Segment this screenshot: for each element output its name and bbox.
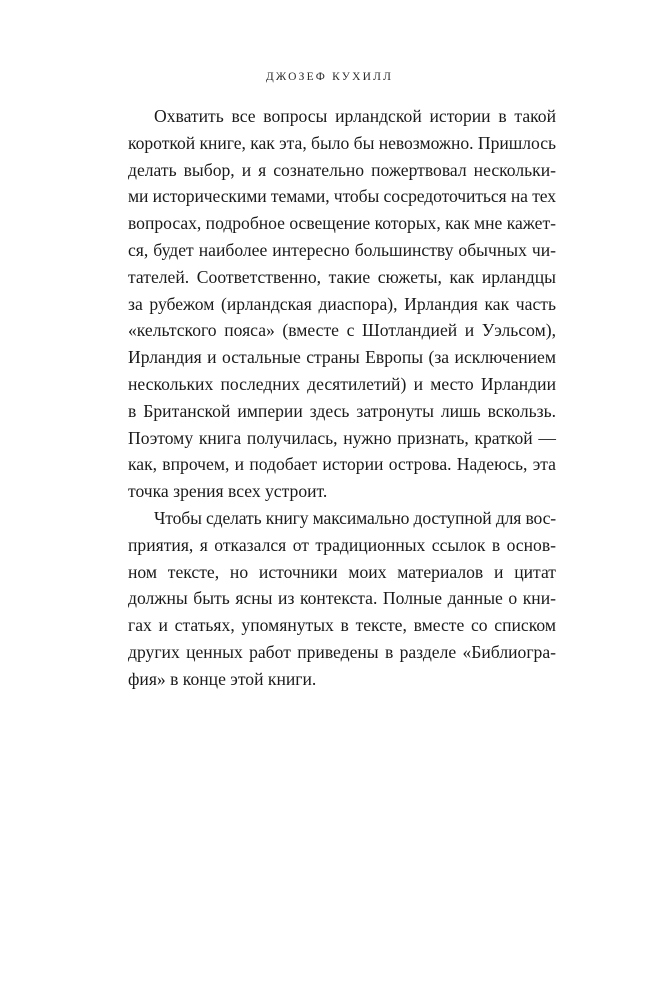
paragraph-1	[102, 103, 556, 505]
text-line: как, впрочем, и подобает истории острова. Надеюсь, эта	[128, 454, 556, 475]
text-line: ном тексте, но источники моих материалов и цитат	[128, 561, 556, 582]
text-line: должны быть ясны из контекста. Полные данные о кни-	[128, 588, 556, 609]
text-line: ми историческими темами, чтобы сосредоточиться на тех	[128, 186, 556, 207]
text-line: Ирландия и остальные страны Европы (за исключением	[128, 347, 556, 368]
text-line: Охватить все вопросы ирландской истории в такой	[154, 106, 556, 126]
text-line: Чтобы сделать книгу максимально доступной для вос-	[154, 507, 557, 528]
text-line: короткой книге, как эта, было бы невозможно. Пришлось	[128, 132, 556, 153]
text-line: делать выбор, и я сознательно пожертвовал нескольки-	[128, 159, 556, 180]
text-line: Поэтому книга получилась, нужно признать, краткой —	[128, 427, 556, 448]
text-line: гах и статьях, упомянутых в тексте, вместе со списком	[128, 615, 556, 636]
text-line: других ценных работ приведены в разделе «Библиогра-	[128, 641, 556, 662]
running-head: ДЖОЗЕФ КУХИЛЛ	[265, 71, 394, 83]
text-line: «кельтского пояса» (вместе с Шотландией и Уэльсом),	[128, 320, 556, 341]
text-line: точка зрения всех устроит.	[128, 481, 328, 502]
text-line: нескольких последних десятилетий) и место Ирландии	[128, 373, 556, 394]
text-line: в Британской империи здесь затронуты лишь вскользь.	[128, 400, 556, 421]
text-line: тателей. Соответственно, такие сюжеты, как ирландцы	[128, 266, 556, 287]
text-line: ся, будет наиболее интересно большинству обычных чи-	[128, 239, 556, 260]
paragraph-2	[102, 505, 556, 693]
text-line: приятия, я отказался от традиционных ссылок в основ-	[128, 534, 556, 555]
text-line: вопросах, подробное освещение которых, как мне кажет-	[128, 213, 556, 234]
body-text	[102, 103, 556, 693]
text-line: фия» в конце этой книги.	[128, 668, 317, 689]
text-line: за рубежом (ирландская диаспора), Ирландия как часть	[128, 293, 556, 314]
